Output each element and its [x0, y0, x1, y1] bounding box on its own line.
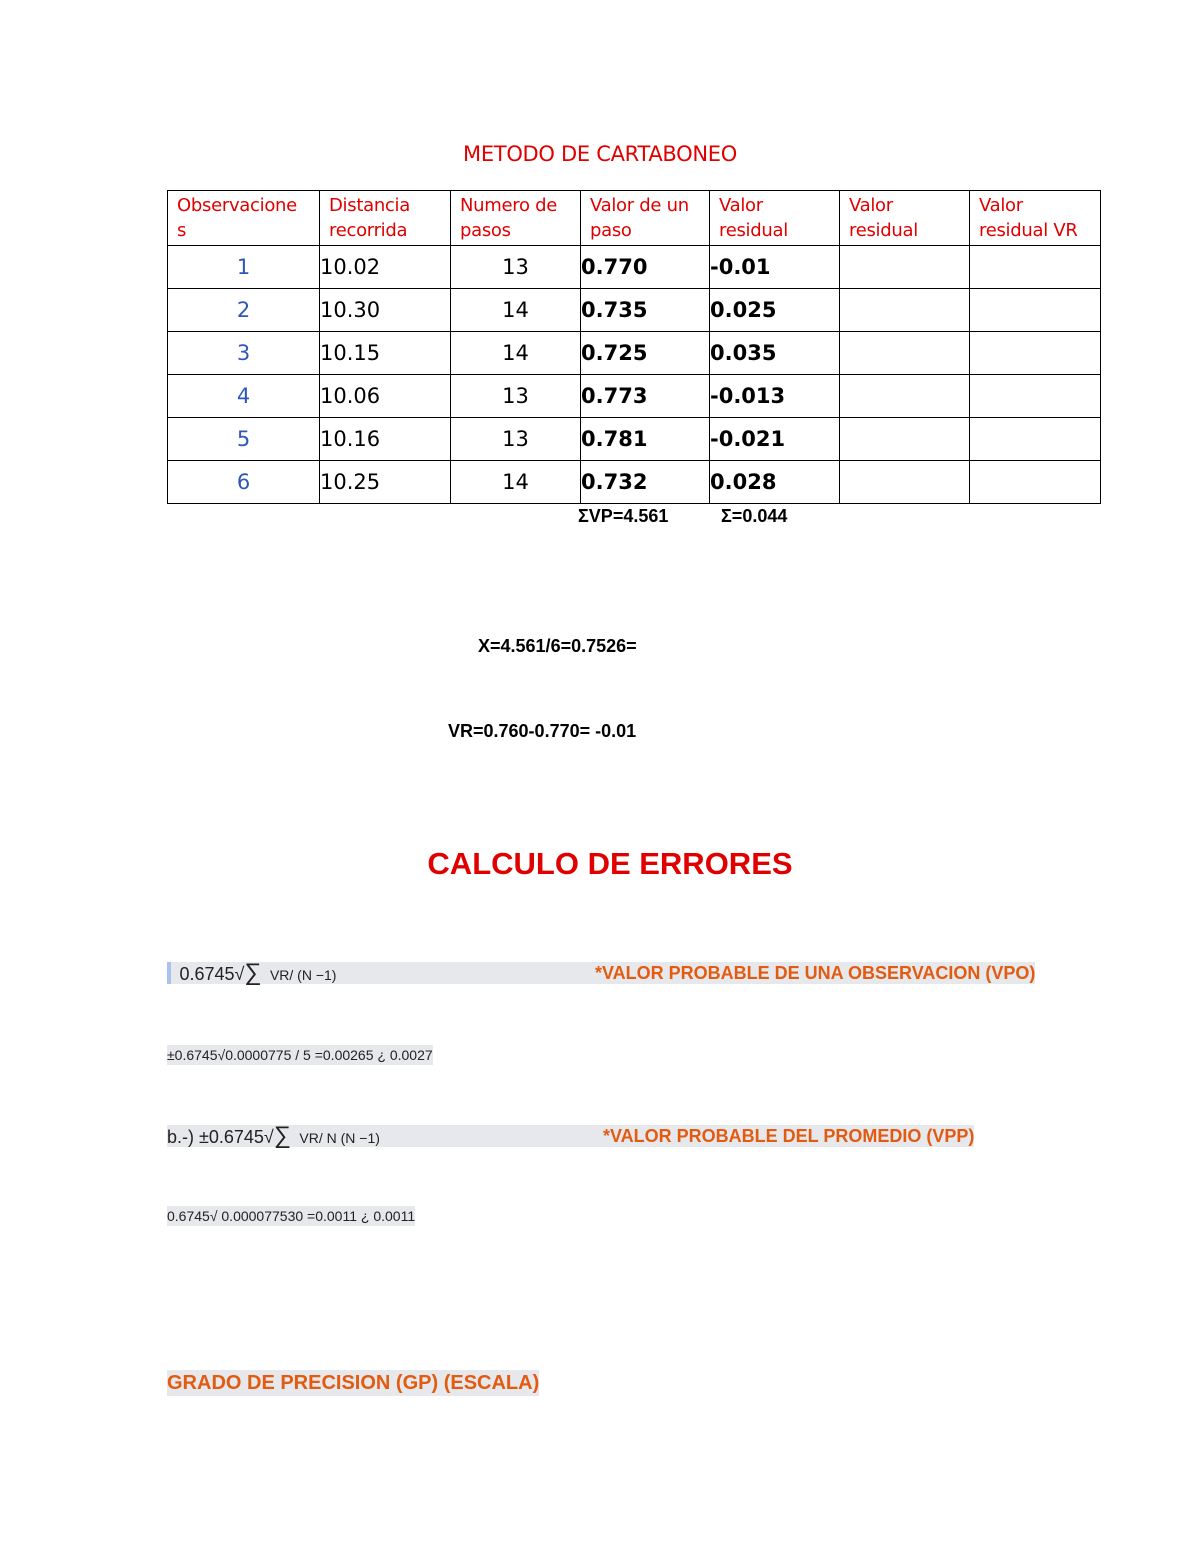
cell-residual-vr — [970, 246, 1101, 289]
header-numero-pasos: Numero de pasos — [451, 191, 581, 246]
cell-residual: -0.01 — [710, 246, 840, 289]
cell-observacion: 6 — [168, 461, 320, 504]
cell-residual-2 — [840, 375, 970, 418]
cell-valor-paso: 0.781 — [581, 418, 710, 461]
cell-distancia: 10.02 — [320, 246, 451, 289]
cell-distancia: 10.06 — [320, 375, 451, 418]
header-valor-residual-2: Valor residual — [840, 191, 970, 246]
sigma-symbol: ∑ — [273, 1122, 291, 1149]
vpp-result: 0.6745√ 0.000077530 =0.0011 ¿ 0.0011 — [167, 1208, 416, 1224]
sum-valor-paso: ΣVP=4.561 — [578, 506, 669, 526]
sigma-symbol: ∑ — [244, 959, 262, 986]
vpp-coefficient: b.-) ±0.6745√ — [167, 1127, 274, 1147]
cell-valor-paso: 0.725 — [581, 332, 710, 375]
table-row — [168, 418, 1101, 461]
cell-pasos: 13 — [451, 246, 581, 289]
cell-residual-2 — [840, 289, 970, 332]
cell-distancia: 10.25 — [320, 461, 451, 504]
table-row — [168, 246, 1101, 289]
cell-valor-paso: 0.735 — [581, 289, 710, 332]
cursor-marker — [167, 962, 171, 984]
table-row — [168, 461, 1101, 504]
cell-residual-vr — [970, 461, 1101, 504]
cell-observacion: 2 — [168, 289, 320, 332]
cell-residual-2 — [840, 418, 970, 461]
cell-observacion: 1 — [168, 246, 320, 289]
document-title: METODO DE CARTABONEO — [463, 142, 737, 166]
cell-residual-2 — [840, 246, 970, 289]
cell-distancia: 10.30 — [320, 289, 451, 332]
cell-residual: 0.025 — [710, 289, 840, 332]
mean-calculation: X=4.561/6=0.7526= — [478, 636, 637, 656]
cell-pasos: 14 — [451, 332, 581, 375]
vpo-label: *VALOR PROBABLE DE UNA OBSERVACION (VPO) — [595, 963, 1036, 983]
gp-title: GRADO DE PRECISION (GP) (ESCALA) — [167, 1372, 540, 1394]
cell-pasos: 14 — [451, 461, 581, 504]
cell-distancia: 10.15 — [320, 332, 451, 375]
sum-residual: Σ=0.044 — [721, 506, 788, 526]
table-row — [168, 289, 1101, 332]
header-distancia: Distancia recorrida — [320, 191, 451, 246]
header-valor-residual-vr: Valor residual VR — [970, 191, 1101, 246]
cell-residual: -0.013 — [710, 375, 840, 418]
cell-valor-paso: 0.732 — [581, 461, 710, 504]
cell-observacion: 4 — [168, 375, 320, 418]
cell-residual-vr — [970, 375, 1101, 418]
residual-calculation: VR=0.760-0.770= -0.01 — [448, 721, 637, 741]
errors-title: CALCULO DE ERRORES — [427, 846, 793, 881]
table-header-row — [168, 191, 1101, 246]
cell-residual-vr — [970, 332, 1101, 375]
cell-residual: -0.021 — [710, 418, 840, 461]
cell-pasos: 13 — [451, 375, 581, 418]
cell-residual-2 — [840, 461, 970, 504]
cell-pasos: 13 — [451, 418, 581, 461]
vpp-formula — [167, 1122, 603, 1149]
vpo-formula — [167, 959, 597, 986]
cartaboneo-table — [167, 190, 1101, 504]
cell-residual-vr — [970, 418, 1101, 461]
vpo-result: ±0.6745√0.0000775 / 5 =0.00265 ¿ 0.0027 — [167, 1047, 433, 1063]
cell-residual-vr — [970, 289, 1101, 332]
vpp-label: *VALOR PROBABLE DEL PROMEDIO (VPP) — [603, 1126, 975, 1146]
table-row — [168, 332, 1101, 375]
cell-observacion: 3 — [168, 332, 320, 375]
header-valor-residual: Valor residual — [710, 191, 840, 246]
cell-residual: 0.035 — [710, 332, 840, 375]
cell-residual-2 — [840, 332, 970, 375]
cell-residual: 0.028 — [710, 461, 840, 504]
vpo-denominator: VR/ (N −1) — [269, 967, 337, 983]
cell-observacion: 5 — [168, 418, 320, 461]
cell-valor-paso: 0.770 — [581, 246, 710, 289]
cell-distancia: 10.16 — [320, 418, 451, 461]
header-valor-paso: Valor de un paso — [581, 191, 710, 246]
header-observaciones: Observacione s — [168, 191, 320, 246]
table-row — [168, 375, 1101, 418]
vpo-coefficient: 0.6745√ — [179, 964, 245, 984]
cell-valor-paso: 0.773 — [581, 375, 710, 418]
cell-pasos: 14 — [451, 289, 581, 332]
vpp-denominator: VR/ N (N −1) — [299, 1130, 380, 1146]
